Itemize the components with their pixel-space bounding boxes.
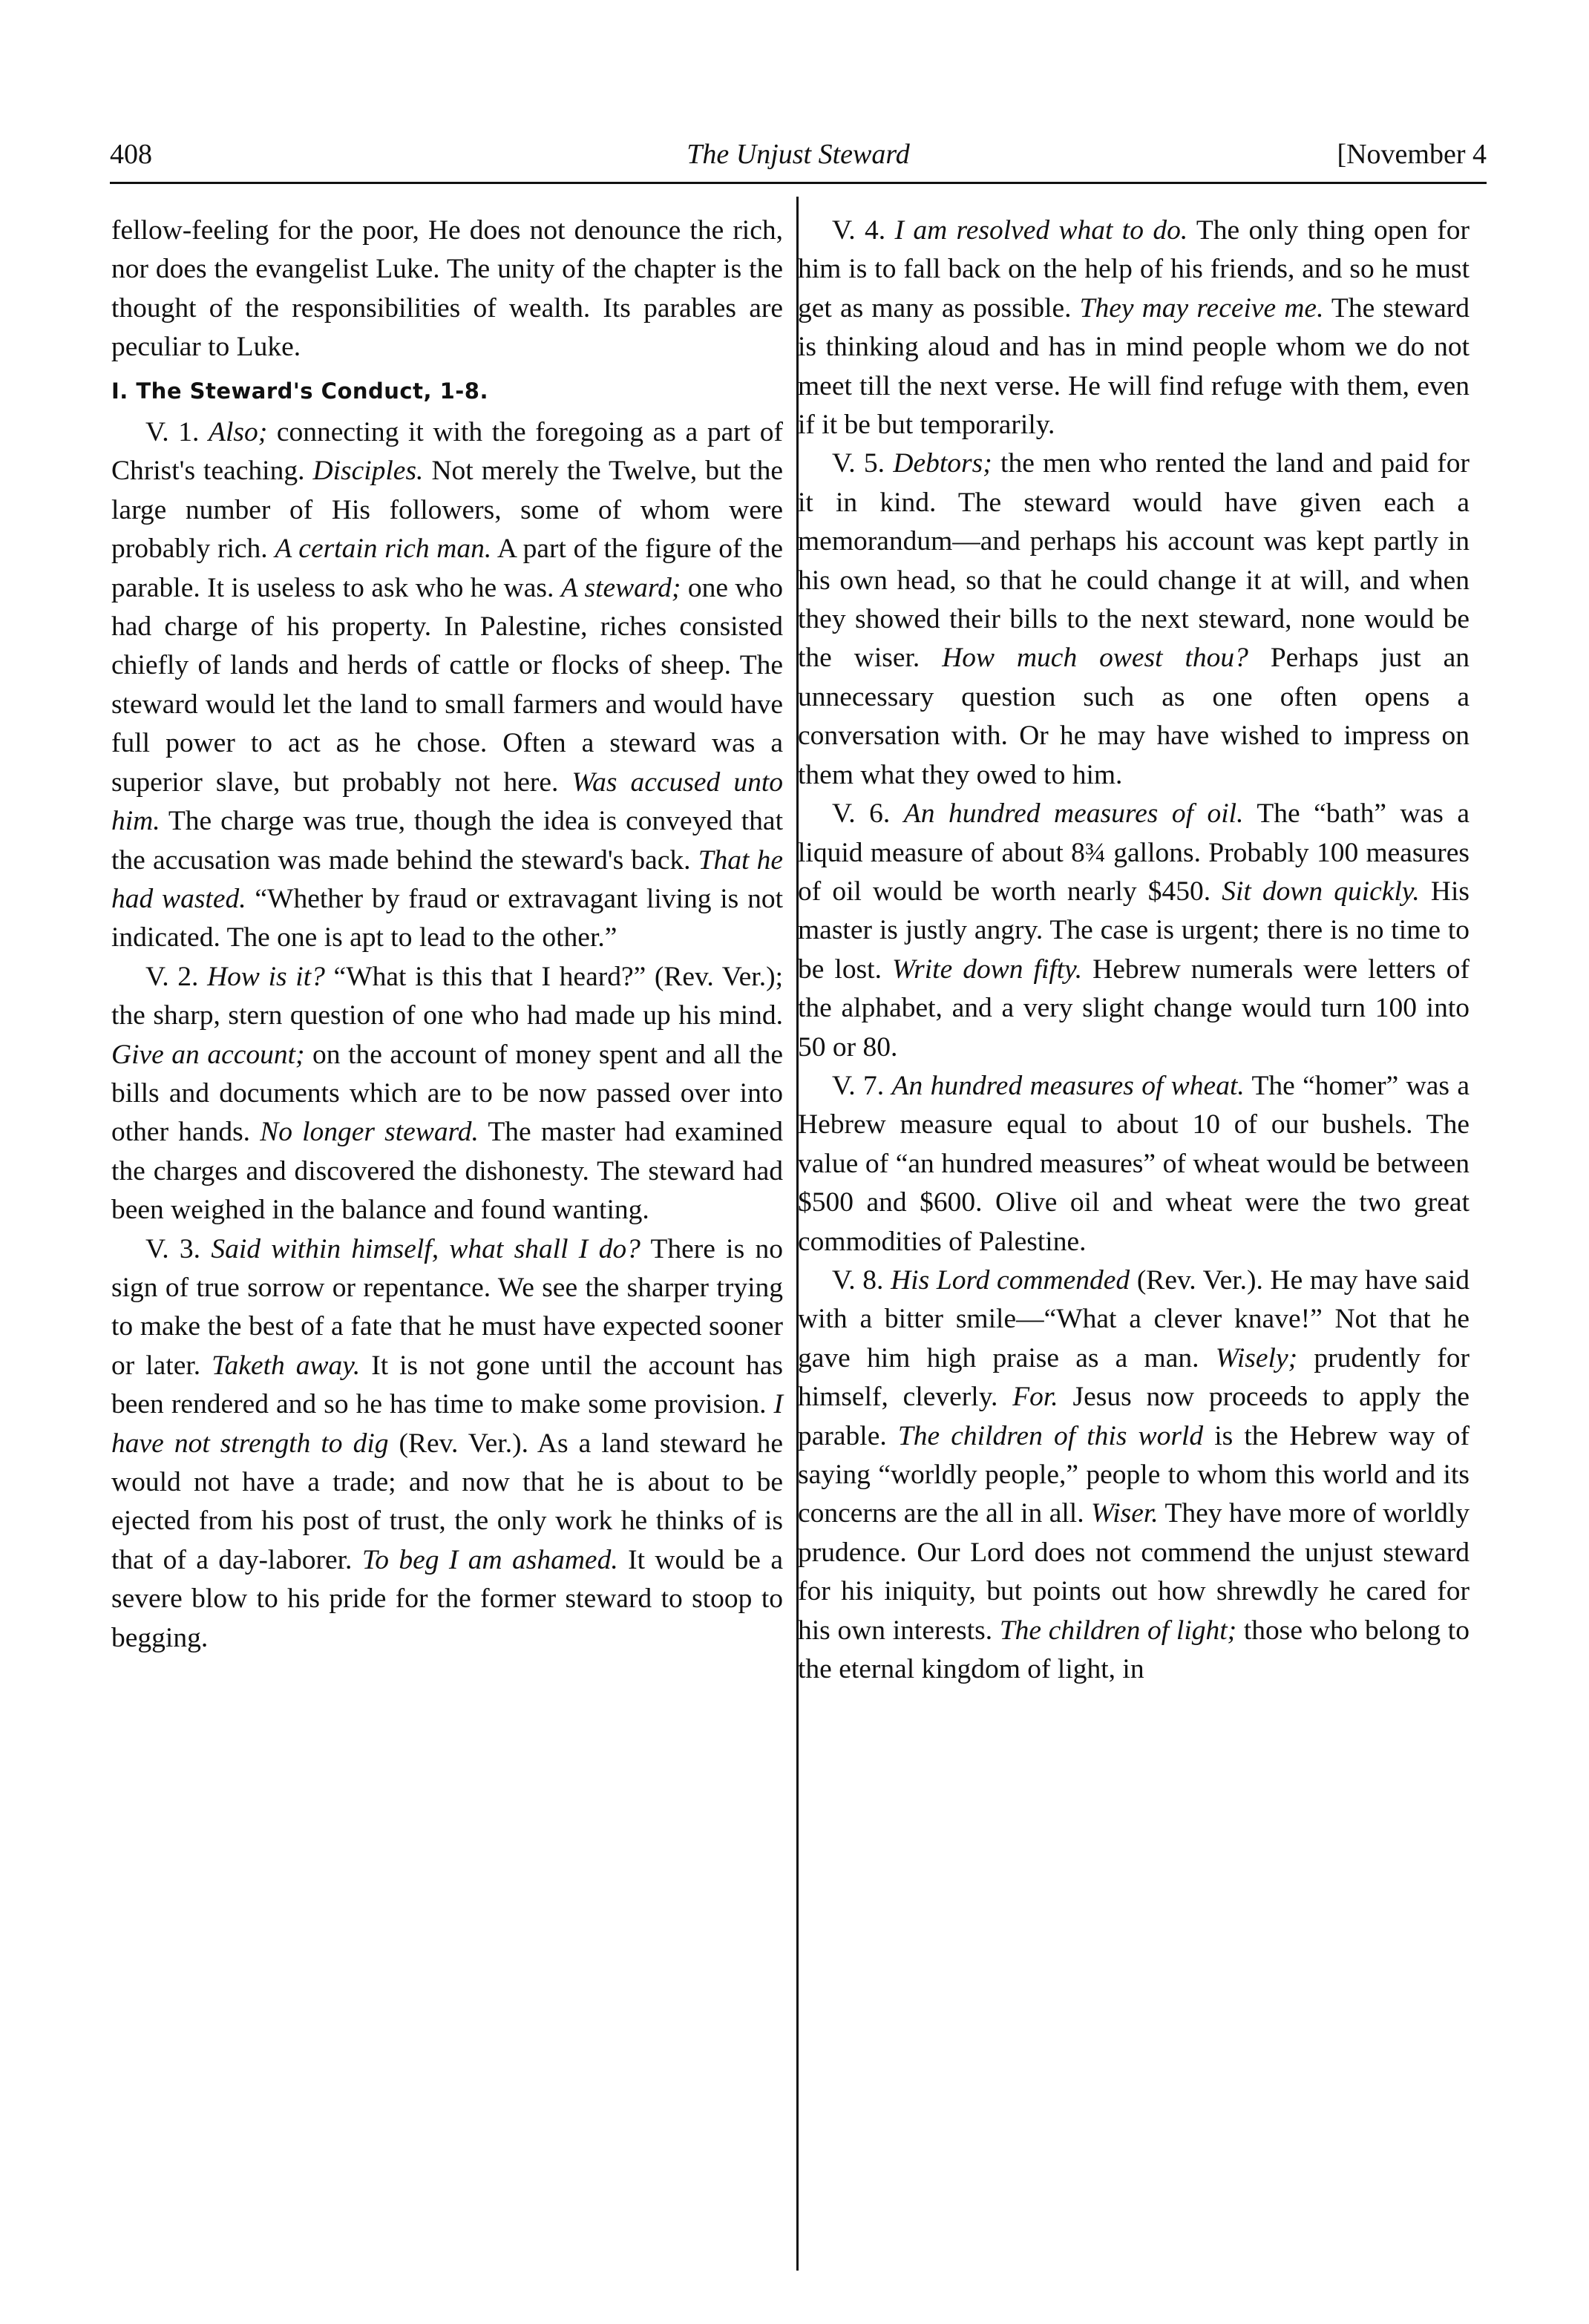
verse-number: V. 6. — [832, 798, 904, 830]
scripture-phrase: Disciples. — [312, 456, 424, 487]
scripture-phrase: Write down fifty. — [891, 953, 1083, 985]
verse-number: V. 3. — [145, 1233, 212, 1264]
paragraph-verse-6 — [798, 795, 1470, 1067]
commentary-text: on the account of money spent and all the bills and documents which are to be now passed over into other hands. — [111, 1039, 784, 1148]
commentary-text: They have more of worldly prudence. Our Lord does not commend the unjust steward for his iniquity, but points out how shrewdly he cared for his own interests. — [798, 1498, 1470, 1646]
scripture-phrase: His Lord commended — [891, 1264, 1130, 1296]
scripture-phrase: Give an account; — [111, 1039, 305, 1070]
scripture-phrase: For. — [1012, 1382, 1058, 1413]
scripture-phrase: Was accused unto him. — [111, 767, 783, 837]
paragraph-verse-1 — [111, 413, 783, 958]
scripture-phrase: A certain rich man. — [275, 534, 492, 565]
scripture-phrase: Wiser. — [1091, 1498, 1159, 1529]
commentary-text: There is no sign of true sorrow or repentance. We see the sharper trying to make the best of a fate that he must have expected sooner or later. — [111, 1233, 783, 1381]
verse-number: V. 5. — [832, 448, 894, 479]
scripture-phrase: Taketh away. — [212, 1350, 361, 1381]
scripture-phrase: That he had wasted. — [111, 844, 784, 914]
commentary-text: Hebrew numerals were letters of the alphabet, and a very slight change would turn 100 into 50 or 80. — [798, 953, 1470, 1063]
paragraph-verse-4 — [798, 211, 1470, 444]
scripture-phrase: They may receive me. — [1079, 292, 1324, 324]
commentary-text: (Rev. Ver.). He may have said with a bitter smile—“What a clever knave!” Not that he gave him high praise as a man. — [798, 1264, 1470, 1373]
scripture-phrase: Sit down quickly. — [1222, 876, 1420, 907]
commentary-text: “Whether by fraud or extravagant living is not indicated. The one is apt to lead to the other.” — [111, 883, 783, 953]
paragraph-verse-3 — [111, 1230, 783, 1658]
scripture-phrase: To beg I am ashamed. — [361, 1544, 618, 1575]
scripture-phrase: How much owest thou? — [942, 643, 1248, 674]
verse-number: V. 7. — [832, 1070, 892, 1101]
running-title: The Unjust Steward — [687, 139, 910, 170]
header-rule — [110, 182, 1487, 184]
scripture-phrase: An hundred measures of wheat. — [891, 1070, 1245, 1101]
paragraph-verse-2 — [111, 958, 783, 1230]
scripture-phrase: How is it? — [207, 961, 325, 992]
commentary-text: The master had examined the charges and discovered the dishonesty. The steward had been weighed in the balance and found wanting. — [111, 1117, 783, 1226]
scripture-phrase: An hundred measures of oil. — [903, 798, 1244, 830]
scripture-phrase: Also; — [209, 417, 268, 448]
paragraph-verse-7 — [798, 1067, 1470, 1261]
scripture-phrase: I am resolved what to do. — [894, 215, 1188, 246]
verse-number: V. 8. — [832, 1264, 891, 1296]
commentary-text: prudently for himself, cleverly. — [798, 1342, 1470, 1413]
scripture-phrase: I have not strength to dig — [111, 1389, 783, 1459]
page-header — [110, 138, 1487, 175]
commentary-text: The only thing open for him is to fall back on the help of his friends, and so he must get as many as possible. — [798, 215, 1470, 324]
commentary-text: The “bath” was a liquid measure of about 8¾ gallons. Probably 100 measures of oil would be worth nearly $450. — [798, 798, 1470, 907]
commentary-text: (Rev. Ver.). As a land steward he would not have a trade; and now that he is about to be ejected from his post of trust, the only work he thinks of is that of a day-laborer. — [111, 1428, 783, 1575]
commentary-text: the men who rented the land and paid for it in kind. The steward would have given each a memorandum—and perhaps his account was kept partly in his own head, so that he could change it at will, and when they showed their bills to the next steward, none would be the wiser. — [798, 448, 1470, 674]
scripture-phrase: A steward; — [560, 572, 681, 603]
scripture-phrase: Wisely; — [1215, 1342, 1298, 1373]
issue-date: [November 4 — [1337, 139, 1487, 170]
paragraph-verse-5 — [798, 444, 1470, 795]
commentary-text: those who belong to the eternal kingdom of light, in — [798, 1615, 1470, 1685]
scripture-phrase: The children of this world — [897, 1420, 1204, 1451]
left-column — [111, 211, 783, 1658]
right-column — [798, 211, 1470, 1689]
commentary-text: Jesus now proceeds to apply the parable. — [798, 1382, 1470, 1451]
scripture-phrase: No longer steward. — [260, 1117, 479, 1148]
scripture-phrase: The children of light; — [999, 1615, 1237, 1646]
paragraph-intro: fellow-feeling for the poor, He does not denounce the rich, nor does the evangelist Luke. The unity of the chapter is the thought of the responsibilities of wealth. Its parables are peculiar to Luke. — [111, 215, 783, 363]
scripture-phrase: Said within himself, what shall I do? — [211, 1233, 640, 1264]
verse-number: V. 2. — [145, 961, 208, 992]
commentary-text: Perhaps just an unnecessary question such as one often opens a conversation with. Or he may have wished to impress on them what they owed to him. — [798, 643, 1470, 790]
commentary-text: The charge was true, though the idea is conveyed that the accusation was made behind the steward's back. — [111, 806, 783, 876]
verse-number: V. 4. — [832, 215, 895, 246]
commentary-text: connecting it with the foregoing as a part of Christ's teaching. — [111, 417, 783, 487]
section-heading: I. The Steward's Conduct, 1-8. — [111, 378, 488, 404]
commentary-text: one who had charge of his property. In Palestine, riches consisted chiefly of lands and herds of cattle or flocks of sheep. The steward would let the land to small farmers and would have full power to act as he chose. Often a steward was a superior slave, but probably not here. — [111, 572, 783, 798]
page-number: 408 — [110, 139, 152, 170]
commentary-text: The steward is thinking aloud and has in mind people whom we do not meet till the next verse. He will find refuge with them, even if it be but temporarily. — [798, 292, 1470, 441]
commentary-text: is the Hebrew way of saying “worldly people,” people to whom this world and its concerns are the all in all. — [798, 1420, 1470, 1529]
commentary-text: It is not gone until the account has been rendered and so he has time to make some provision. — [111, 1350, 783, 1420]
commentary-text: “What is this that I heard?” (Rev. Ver.); the sharp, stern question of one who had made up his mind. — [111, 961, 783, 1031]
commentary-text: His master is justly angry. The case is urgent; there is no time to be lost. — [798, 876, 1470, 985]
commentary-text: The “homer” was a Hebrew measure equal to about 10 of our bushels. The value of “an hundred measures” of wheat would be between $500 and $600. Olive oil and wheat were the two great commodities of Palestine. — [798, 1070, 1470, 1257]
commentary-text: Not merely the Twelve, but the large number of His followers, some of whom were probably rich. — [111, 456, 783, 565]
verse-number: V. 1. — [145, 417, 209, 448]
commentary-text: It would be a severe blow to his pride for the former steward to stoop to begging. — [111, 1544, 783, 1653]
commentary-text: A part of the figure of the parable. It is useless to ask who he was. — [111, 534, 783, 603]
scripture-phrase: Debtors; — [893, 448, 992, 479]
paragraph-verse-8 — [798, 1261, 1470, 1689]
